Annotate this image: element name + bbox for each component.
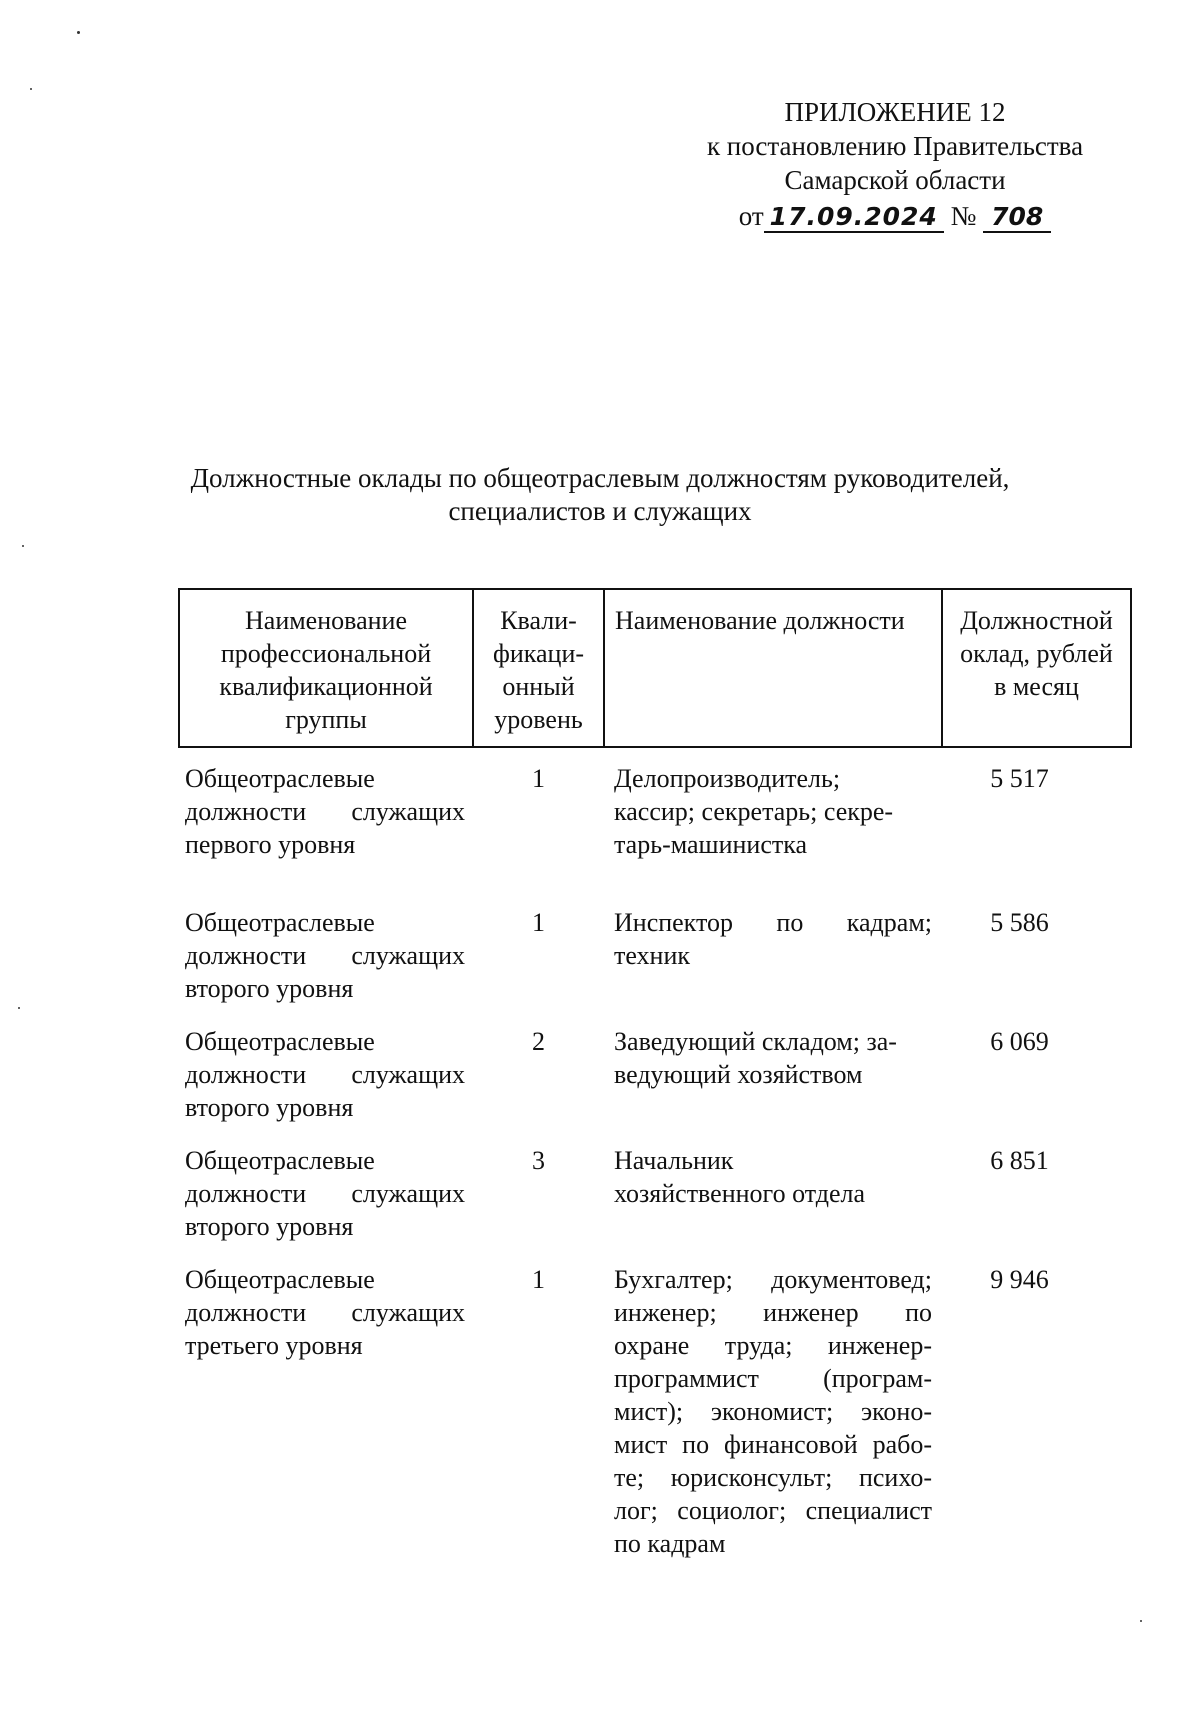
level-cell: 3 bbox=[532, 1146, 545, 1175]
header-level bbox=[473, 589, 604, 747]
header-group-line: Наименование bbox=[245, 606, 407, 635]
appendix-line-region: Самарской области bbox=[784, 165, 1006, 195]
group-line: Общеотраслевые bbox=[185, 908, 375, 937]
header-level-line: онный bbox=[502, 672, 575, 701]
header-salary-line: оклад, рублей bbox=[960, 639, 1113, 668]
handwritten-number: 708 bbox=[983, 202, 1051, 233]
table-row bbox=[179, 1019, 1131, 1138]
group-line: второго уровня bbox=[185, 974, 354, 1003]
header-salary bbox=[942, 589, 1131, 747]
document-title-line-1: Должностные оклады по общеотраслевым должностям руководителей, bbox=[190, 463, 1010, 493]
group-cell bbox=[179, 747, 473, 900]
position-line: кассир; секретарь; секре- bbox=[614, 797, 894, 826]
position-line: мист по финансовой рабо- bbox=[614, 1430, 932, 1459]
position-line: охране труда; инженер- bbox=[614, 1331, 932, 1360]
table-row bbox=[179, 900, 1131, 1019]
header-position-line: Наименование должности bbox=[615, 606, 905, 635]
position-line: программист (програм- bbox=[614, 1364, 932, 1393]
position-line: Заведующий складом; за- bbox=[614, 1027, 897, 1056]
group-line: должности служащих bbox=[185, 1179, 465, 1208]
table-header-row bbox=[179, 589, 1131, 747]
group-line: должности служащих bbox=[185, 1060, 465, 1089]
appendix-header bbox=[660, 95, 1130, 234]
position-cell bbox=[604, 900, 942, 1019]
document-title bbox=[120, 462, 1080, 528]
level-cell: 1 bbox=[532, 764, 545, 793]
group-line: Общеотраслевые bbox=[185, 1146, 375, 1175]
position-line: Начальник bbox=[614, 1146, 734, 1175]
group-cell bbox=[179, 1138, 473, 1257]
position-cell bbox=[604, 1257, 942, 1563]
level-cell: 1 bbox=[532, 908, 545, 937]
position-line: те; юрисконсульт; психо- bbox=[614, 1463, 932, 1492]
header-position bbox=[604, 589, 942, 747]
position-cell bbox=[604, 747, 942, 900]
table-row bbox=[179, 747, 1131, 900]
position-line: лог; социолог; специалист bbox=[614, 1496, 932, 1525]
table-row bbox=[179, 1138, 1131, 1257]
position-line: хозяйственного отдела bbox=[614, 1179, 866, 1208]
group-cell bbox=[179, 1257, 473, 1563]
scan-speck bbox=[22, 545, 24, 547]
position-line: мист); экономист; эконо- bbox=[614, 1397, 932, 1426]
group-line: третьего уровня bbox=[185, 1331, 363, 1360]
group-line: должности служащих bbox=[185, 1298, 465, 1327]
date-prefix: от bbox=[738, 201, 764, 231]
table-row bbox=[179, 1257, 1131, 1563]
level-cell: 1 bbox=[532, 1265, 545, 1294]
position-cell bbox=[604, 1138, 942, 1257]
header-level-line: Квали- bbox=[500, 606, 577, 635]
header-group-line: группы bbox=[285, 705, 367, 734]
group-line: Общеотраслевые bbox=[185, 1027, 375, 1056]
header-salary-line: Должностной bbox=[960, 606, 1113, 635]
header-salary-line: в месяц bbox=[994, 672, 1079, 701]
salary-cell: 5 586 bbox=[990, 908, 1049, 937]
position-line: ведующий хозяйством bbox=[614, 1060, 863, 1089]
position-line: техник bbox=[614, 941, 691, 970]
position-line: Бухгалтер; документовед; bbox=[614, 1265, 932, 1294]
position-line: по кадрам bbox=[614, 1529, 726, 1558]
group-line: Общеотраслевые bbox=[185, 1265, 375, 1294]
appendix-line-resolution: к постановлению Правительства bbox=[706, 131, 1084, 161]
salary-cell: 5 517 bbox=[990, 764, 1049, 793]
scan-speck bbox=[1140, 1620, 1142, 1622]
scan-speck bbox=[18, 1007, 20, 1009]
group-line: второго уровня bbox=[185, 1212, 354, 1241]
document-title-line-2: специалистов и служащих bbox=[448, 496, 752, 526]
header-level-line: уровень bbox=[494, 705, 583, 734]
header-group bbox=[179, 589, 473, 747]
scan-speck bbox=[77, 31, 80, 34]
position-line: Делопроизводитель; bbox=[614, 764, 841, 793]
header-level-line: фикаци- bbox=[492, 639, 585, 668]
position-cell bbox=[604, 1019, 942, 1138]
number-prefix: № bbox=[950, 201, 977, 231]
position-line: тарь-машинистка bbox=[614, 830, 807, 859]
group-line: должности служащих bbox=[185, 797, 465, 826]
group-line: Общеотраслевые bbox=[185, 764, 375, 793]
salary-cell: 9 946 bbox=[990, 1265, 1049, 1294]
level-cell: 2 bbox=[532, 1027, 545, 1056]
salary-cell: 6 851 bbox=[990, 1146, 1049, 1175]
position-line: инженер; инженер по bbox=[614, 1298, 932, 1327]
group-cell bbox=[179, 1019, 473, 1138]
appendix-date-number bbox=[660, 199, 1130, 234]
group-cell bbox=[179, 900, 473, 1019]
handwritten-date: 17.09.2024 bbox=[764, 202, 944, 233]
position-line: Инспектор по кадрам; bbox=[614, 908, 932, 937]
header-group-line: квалификационной bbox=[219, 672, 433, 701]
group-line: второго уровня bbox=[185, 1093, 354, 1122]
scan-speck bbox=[30, 88, 32, 90]
salary-table bbox=[178, 588, 1132, 1563]
group-line: должности служащих bbox=[185, 941, 465, 970]
header-group-line: профессиональной bbox=[220, 639, 432, 668]
salary-cell: 6 069 bbox=[990, 1027, 1049, 1056]
appendix-title: ПРИЛОЖЕНИЕ 12 bbox=[784, 97, 1006, 127]
group-line: первого уровня bbox=[185, 830, 356, 859]
